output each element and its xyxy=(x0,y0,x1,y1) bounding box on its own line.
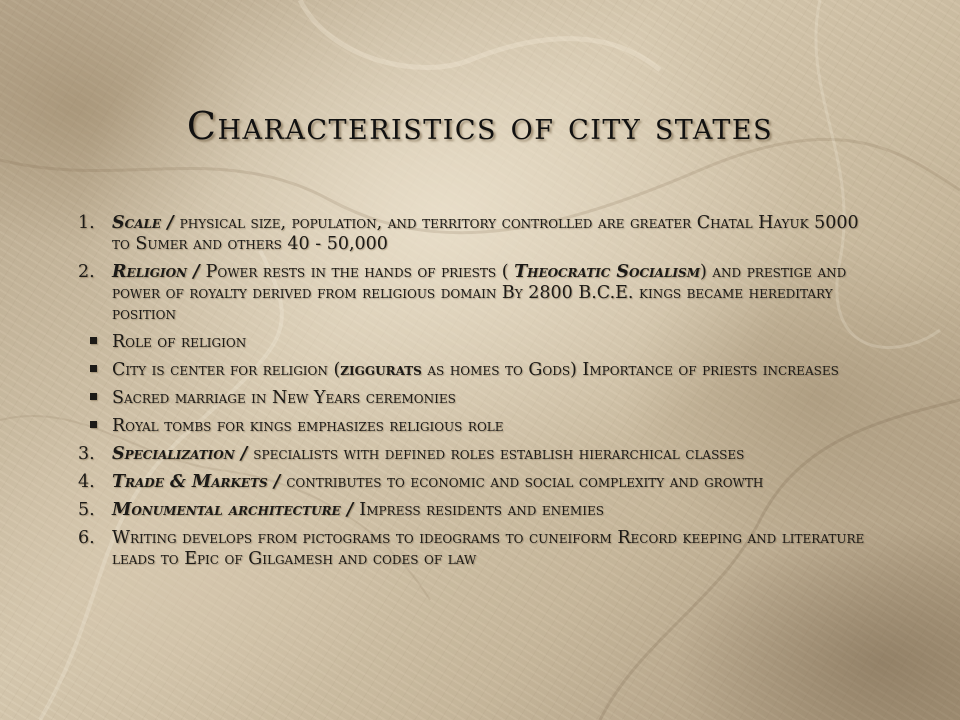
item-text: Royal tombs for kings emphasizes religious role xyxy=(112,416,504,436)
list-item-scale xyxy=(78,213,878,255)
item-heading: Religion / xyxy=(112,262,206,282)
list-number: 2. xyxy=(78,262,95,282)
item-emphasis: Theocratic Socialism xyxy=(514,262,700,282)
list-item-sacred-marriage xyxy=(78,388,878,409)
item-heading: Monumental architecture / xyxy=(112,500,360,520)
square-bullet-icon xyxy=(90,365,97,372)
item-bold: ziggurats xyxy=(340,360,422,380)
list-item-specialization xyxy=(78,444,878,465)
list-item-writing xyxy=(78,528,878,570)
item-text: Role of religion xyxy=(112,332,247,352)
list-item-role-of-religion xyxy=(78,332,878,353)
item-text: specialists with defined roles establish hierarchical classes xyxy=(253,444,745,464)
item-heading: Trade & Markets / xyxy=(112,472,287,492)
list-item-religion xyxy=(78,262,878,325)
list-item-trade xyxy=(78,472,878,493)
item-heading: Scale / xyxy=(112,213,180,233)
list-item-royal-tombs xyxy=(78,416,878,437)
item-text: physical size, population, and territory controlled are greater Chatal Hayuk 5000 to Sumer and others 40 - 50,000 xyxy=(112,213,859,254)
square-bullet-icon xyxy=(90,337,97,344)
square-bullet-icon xyxy=(90,421,97,428)
item-text: Sacred marriage in New Years ceremonies xyxy=(112,388,456,408)
item-text: Power rests in the hands of priests ( xyxy=(205,262,515,282)
slide-content xyxy=(78,213,878,577)
list-number: 3. xyxy=(78,444,95,464)
item-heading: Specialization / xyxy=(112,444,254,464)
item-text: ) and prestige and power of royalty derived from religious domain By 2800 B.C.E. kings became hereditary position xyxy=(112,262,847,324)
list-number: 1. xyxy=(78,213,95,233)
item-text: City is center for religion ( xyxy=(112,360,341,380)
item-text: as homes to Gods) Importance of priests increases xyxy=(421,360,839,380)
list-item-architecture xyxy=(78,500,878,521)
item-text: Writing develops from pictograms to ideograms to cuneiform Record keeping and literature leads to Epic of Gilgamesh and codes of law xyxy=(112,528,865,569)
list-number: 4. xyxy=(78,472,95,492)
item-text: contributes to economic and social complexity and growth xyxy=(286,472,764,492)
list-number: 6. xyxy=(78,528,95,548)
list-number: 5. xyxy=(78,500,95,520)
item-text: Impress residents and enemies xyxy=(359,500,604,520)
list-item-city-center xyxy=(78,360,878,381)
square-bullet-icon xyxy=(90,393,97,400)
slide-title: Characteristics of city states xyxy=(186,104,774,148)
